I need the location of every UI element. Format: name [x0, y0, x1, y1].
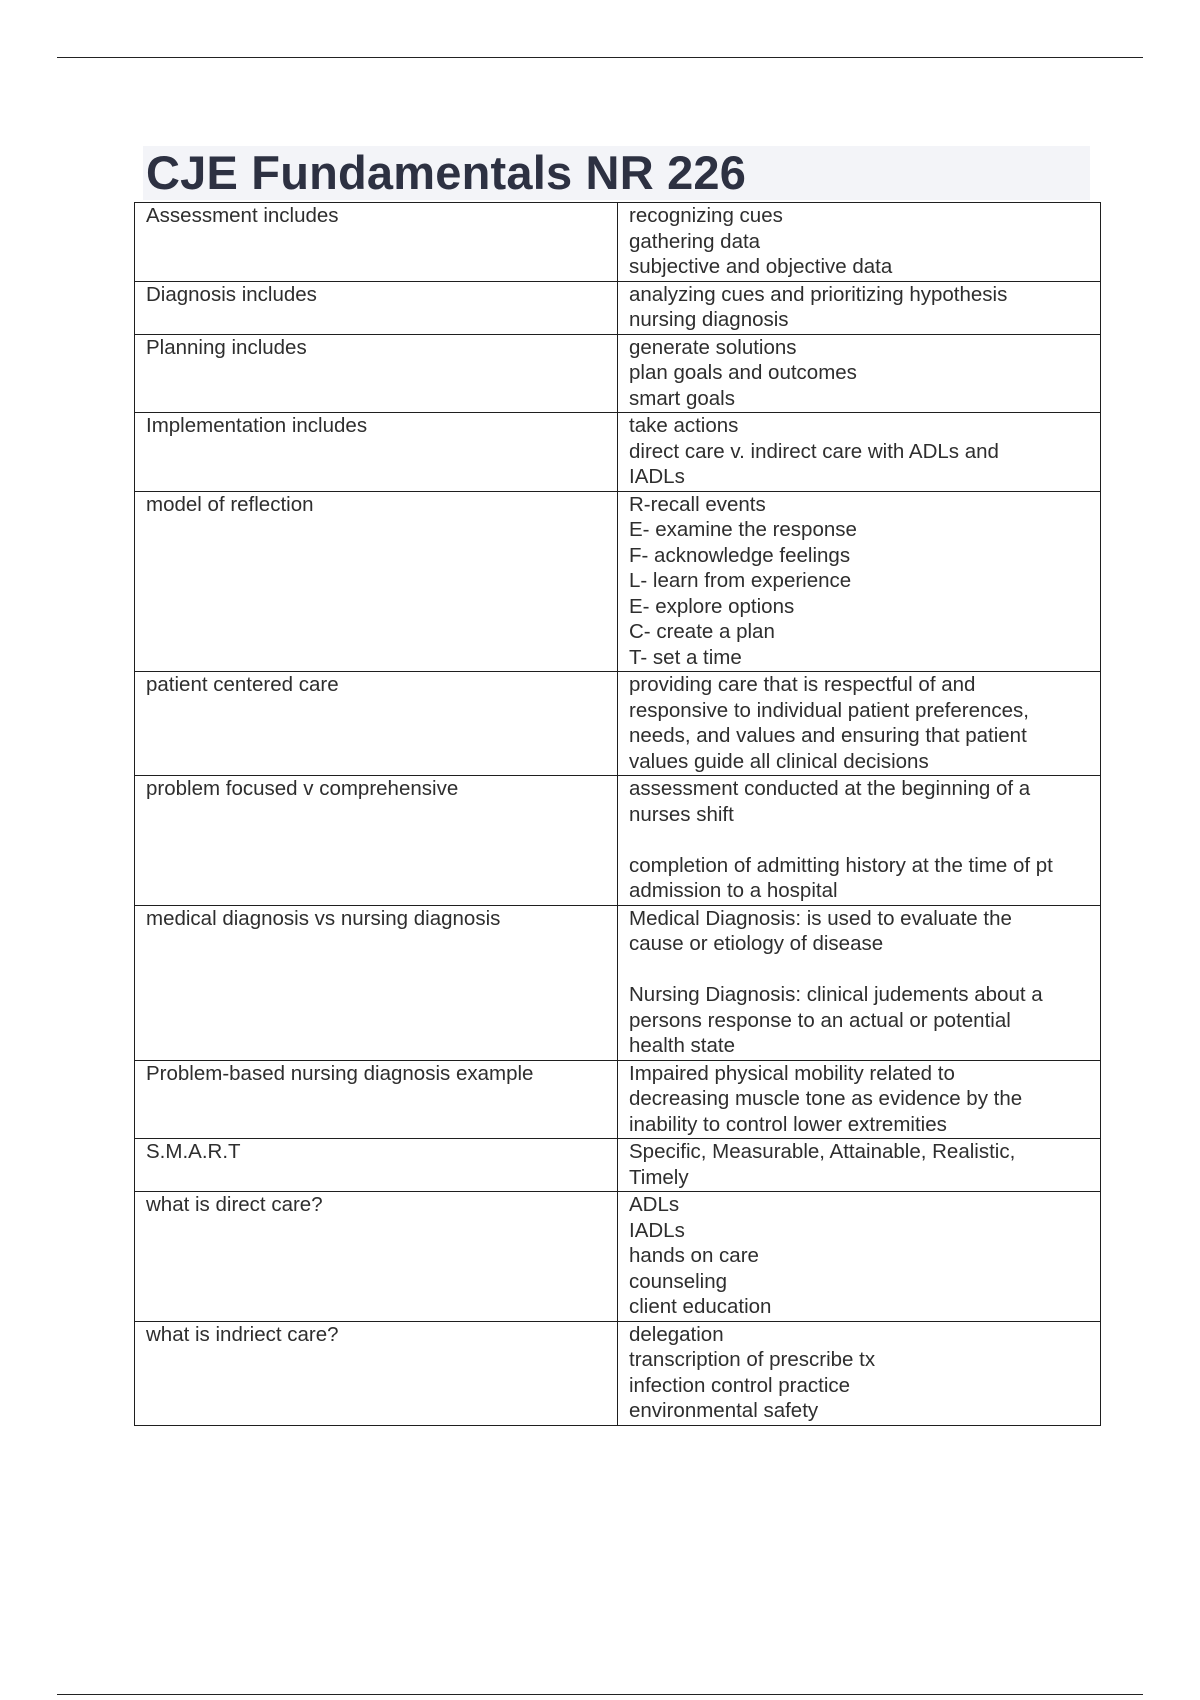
definition-line: T- set a time	[629, 645, 742, 669]
term-cell	[135, 334, 618, 413]
table-row	[135, 672, 1101, 776]
term-text: problem focused v comprehensive	[146, 777, 459, 800]
definition-cell	[618, 334, 1101, 413]
term-text: Assessment includes	[146, 204, 339, 227]
definition-line: Nursing Diagnosis: clinical judements about a	[629, 983, 1043, 1006]
definition-line: L- learn from experience	[629, 569, 852, 592]
term-text: S.M.A.R.T	[146, 1140, 241, 1163]
definition-line: Specific, Measurable, Attainable, Realistic,	[629, 1140, 1016, 1163]
header-rule	[57, 57, 1143, 58]
table-row	[135, 413, 1101, 492]
definition-line: responsive to individual patient preferences,	[629, 698, 1029, 722]
term-cell	[135, 281, 618, 334]
definition-line: decreasing muscle tone as evidence by the	[629, 1087, 1023, 1110]
definition-line: IADLs	[629, 1218, 685, 1242]
definition-line: recognizing cues	[629, 204, 783, 227]
definition-line: delegation	[629, 1322, 724, 1346]
term-text: Implementation includes	[146, 414, 368, 437]
definition-line	[629, 957, 1092, 983]
table-row	[135, 776, 1101, 906]
definition-line: take actions	[629, 414, 739, 437]
definition-line: IADLs	[629, 465, 685, 488]
document-title: CJE Fundamentals NR 226	[146, 146, 747, 199]
definition-cell	[618, 281, 1101, 334]
table-row	[135, 491, 1101, 672]
definition-line: Timely	[629, 1165, 689, 1189]
flashcard-table	[134, 202, 1101, 1426]
definition-line: admission to a hospital	[629, 879, 838, 902]
definition-cell	[618, 672, 1101, 776]
definition-line: direct care v. indirect care with ADLs and	[629, 439, 999, 463]
term-text: model of reflection	[146, 492, 314, 516]
flashcard-rows	[135, 203, 1101, 1426]
definition-line: smart goals	[629, 386, 735, 410]
term-cell	[135, 1139, 618, 1192]
table-row	[135, 334, 1101, 413]
definition-line: generate solutions	[629, 335, 797, 359]
table-row	[135, 1060, 1101, 1139]
definition-line: inability to control lower extremities	[629, 1112, 947, 1136]
term-text: medical diagnosis vs nursing diagnosis	[146, 906, 501, 930]
term-text: Planning includes	[146, 335, 307, 359]
term-cell	[135, 1060, 618, 1139]
definition-line: assessment conducted at the beginning of a	[629, 777, 1031, 800]
definition-line: cause or etiology of disease	[629, 932, 884, 955]
definition-line: F- acknowledge feelings	[629, 543, 851, 567]
definition-cell	[618, 491, 1101, 672]
term-text: patient centered care	[146, 673, 339, 696]
table-row	[135, 905, 1101, 1060]
definition-cell	[618, 1139, 1101, 1192]
definition-line: health state	[629, 1034, 735, 1057]
definition-line: values guide all clinical decisions	[629, 749, 929, 773]
definition-line: R-recall events	[629, 492, 766, 516]
term-text: Problem-based nursing diagnosis example	[146, 1061, 534, 1085]
table-row	[135, 1192, 1101, 1322]
term-cell	[135, 905, 618, 1060]
term-text: Diagnosis includes	[146, 282, 317, 306]
table-row	[135, 1139, 1101, 1192]
definition-cell	[618, 203, 1101, 282]
definition-line: counseling	[629, 1269, 728, 1293]
definition-line: nursing diagnosis	[629, 308, 789, 331]
definition-line: subjective and objective data	[629, 255, 893, 278]
table-row	[135, 203, 1101, 282]
definition-line: ADLs	[629, 1193, 680, 1216]
term-text: what is direct care?	[146, 1193, 323, 1216]
term-text: what is indriect care?	[146, 1322, 339, 1346]
definition-line: completion of admitting history at the time of pt	[629, 853, 1053, 877]
definition-line: infection control practice	[629, 1373, 851, 1397]
definition-line: environmental safety	[629, 1399, 819, 1422]
definition-line: C- create a plan	[629, 620, 775, 643]
definition-line: transcription of prescribe tx	[629, 1348, 876, 1371]
term-cell	[135, 413, 618, 492]
definition-line: hands on care	[629, 1244, 759, 1267]
definition-line: nurses shift	[629, 802, 734, 826]
term-cell	[135, 491, 618, 672]
definition-line: plan goals and outcomes	[629, 361, 857, 384]
definition-line: providing care that is respectful of and	[629, 673, 976, 696]
table-row	[135, 281, 1101, 334]
term-cell	[135, 203, 618, 282]
definition-cell	[618, 1321, 1101, 1425]
term-cell	[135, 776, 618, 906]
definition-line: analyzing cues and prioritizing hypothesis	[629, 282, 1008, 306]
definition-line: E- examine the response	[629, 518, 857, 541]
definition-line: gathering data	[629, 229, 761, 253]
definition-cell	[618, 776, 1101, 906]
definition-line: persons response to an actual or potential	[629, 1008, 1011, 1032]
definition-line: Medical Diagnosis: is used to evaluate the	[629, 906, 1012, 930]
definition-cell	[618, 1192, 1101, 1322]
table-row	[135, 1321, 1101, 1425]
definition-line: E- explore options	[629, 594, 795, 618]
definition-line	[629, 827, 1092, 853]
definition-cell	[618, 905, 1101, 1060]
definition-cell	[618, 1060, 1101, 1139]
definition-line: client education	[629, 1295, 772, 1318]
term-cell	[135, 1321, 618, 1425]
definition-cell	[618, 413, 1101, 492]
term-cell	[135, 672, 618, 776]
definition-line: Impaired physical mobility related to	[629, 1061, 955, 1085]
footer-rule	[57, 1694, 1143, 1695]
term-cell	[135, 1192, 618, 1322]
definition-line: needs, and values and ensuring that patient	[629, 724, 1027, 747]
